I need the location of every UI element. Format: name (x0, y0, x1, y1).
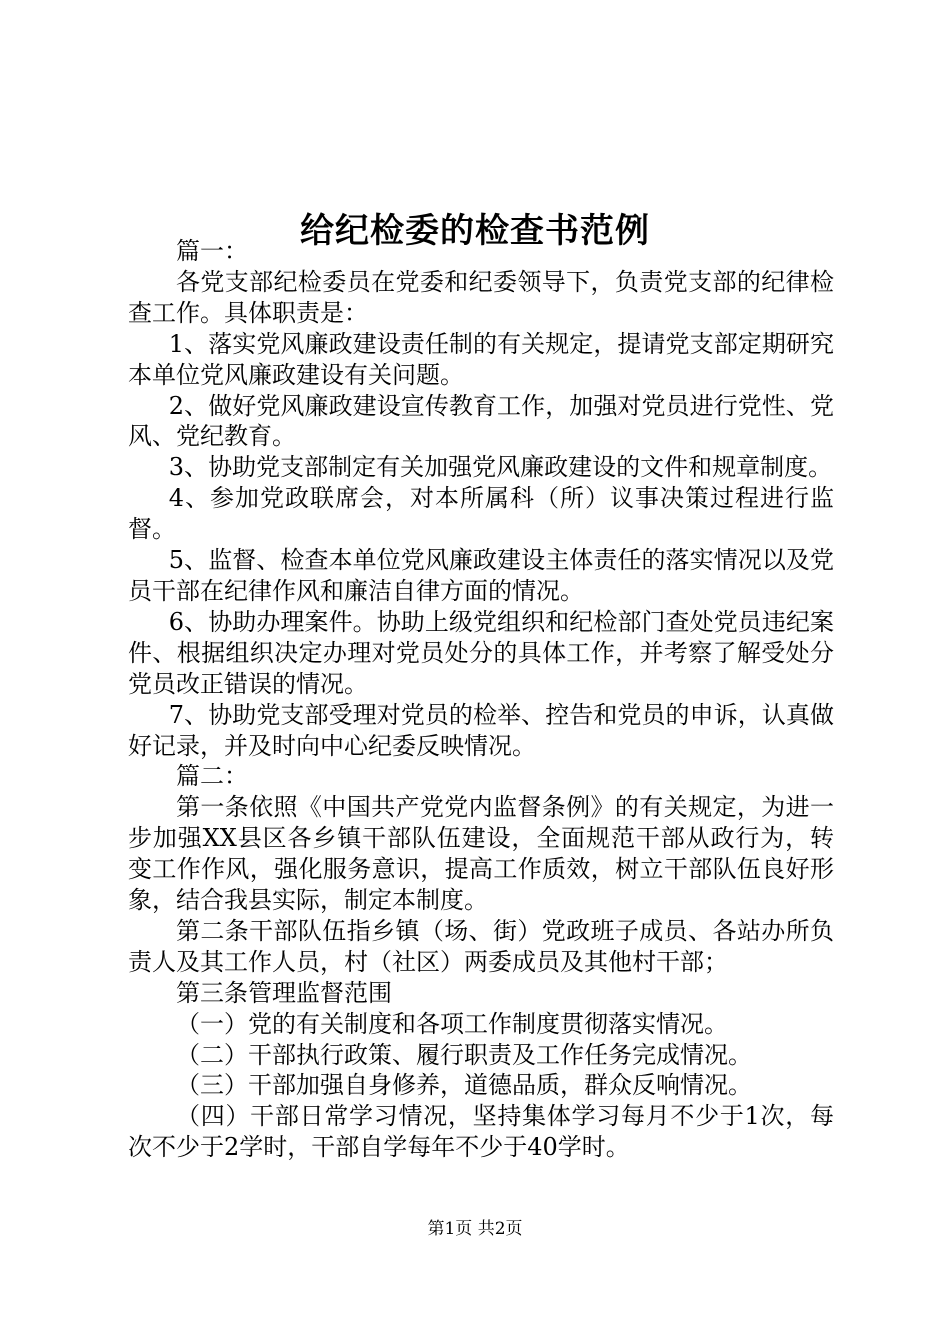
document-body (128, 236, 834, 1163)
section-heading-2: 篇二： (176, 762, 248, 791)
paragraph-item-4: 4、参加党政联席会，对本所属科（所）议事决策过程进行监督。 (128, 484, 834, 544)
paragraph-item-6: 6、协助办理案件。协助上级党组织和纪检部门查处党员违纪案件、根据组织决定办理对党员处分的具体工作，并考察了解受处分党员改正错误的情况。 (128, 607, 834, 698)
paragraph-scope-3: （三）干部加强自身修养，道德品质，群众反响情况。 (176, 1071, 752, 1100)
paragraph-scope-2: （二）干部执行政策、履行职责及工作任务完成情况。 (176, 1040, 752, 1069)
page-number-footer: 第1页 共2页 (427, 1219, 523, 1239)
paragraph-item-5: 5、监督、检查本单位党风廉政建设主体责任的落实情况以及党员干部在纪律作风和廉洁自律方面的情况。 (128, 546, 834, 605)
paragraph-article-2: 第二条干部队伍指乡镇（场、街）党政班子成员、各站办所负责人及其工作人员，村（社区）两委成员及其他村干部； (128, 916, 834, 976)
paragraph-item-7: 7、协助党支部受理对党员的检举、控告和党员的申诉，认真做好记录，并及时向中心纪委反映情况。 (128, 700, 834, 760)
paragraph-article-1: 第一条依照《中国共产党党内监督条例》的有关规定，为进一步加强XX县区各乡镇干部队伍建设，全面规范干部从政行为，转变工作作风，强化服务意识，提高工作质效，树立干部队伍良好形象，结合我县实际，制定本制度。 (128, 793, 834, 915)
document-title: 给纪检委的检查书范例 (300, 210, 650, 251)
paragraph-item-2: 2、做好党风廉政建设宣传教育工作，加强对党员进行党性、党风、党纪教育。 (128, 391, 834, 451)
paragraph-intro: 各党支部纪检委员在党委和纪委领导下，负责党支部的纪律检查工作。具体职责是： (128, 267, 834, 327)
paragraph-item-3: 3、协助党支部制定有关加强党风廉政建设的文件和规章制度。 (168, 453, 833, 482)
paragraph-article-3: 第三条管理监督范围 (176, 978, 392, 1007)
paragraph-item-1: 1、落实党风廉政建设责任制的有关规定，提请党支部定期研究本单位党风廉政建设有关问题。 (128, 329, 834, 389)
paragraph-scope-1: （一）党的有关制度和各项工作制度贯彻落实情况。 (176, 1009, 728, 1038)
section-heading-1: 篇一： (176, 237, 248, 265)
paragraph-scope-4: （四）干部日常学习情况，坚持集体学习每月不少于1次，每次不少于2学时，干部自学每年不少于40学时。 (128, 1102, 834, 1162)
